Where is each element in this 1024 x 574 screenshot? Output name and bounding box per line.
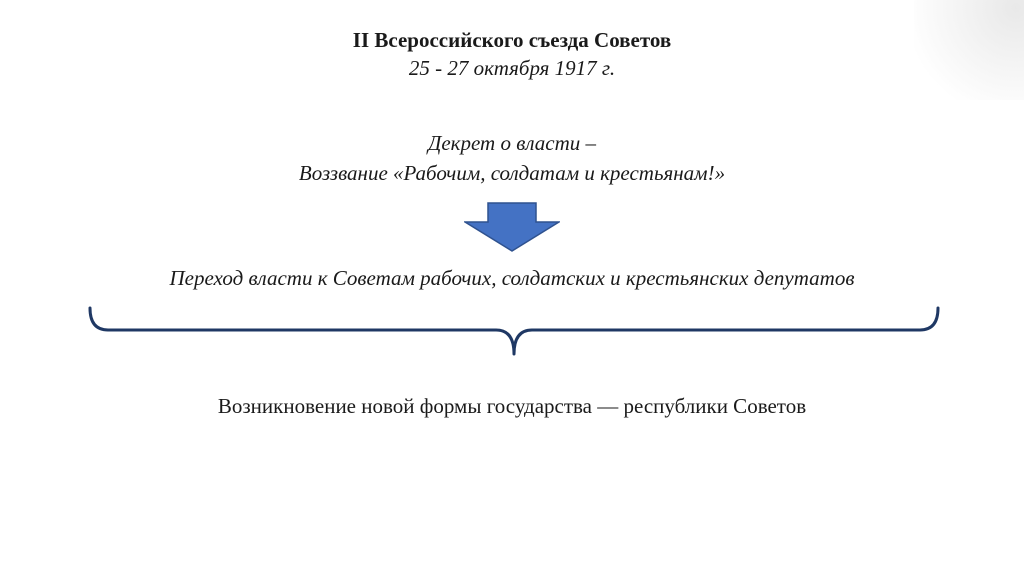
appeal-heading: Воззвание «Рабочим, солдатам и крестьянам!» bbox=[298, 161, 726, 185]
power-transition-text: Переход власти к Советам рабочих, солдатских и крестьянских депутатов bbox=[169, 266, 855, 290]
curly-brace-connector bbox=[84, 304, 944, 360]
decree-heading: Декрет о власти – bbox=[428, 131, 596, 155]
congress-date: 25 - 27 октября 1917 г. bbox=[408, 56, 616, 80]
slide-title: II Всероссийского съезда Советов bbox=[352, 28, 672, 52]
result-text: Возникновение новой формы государства — республики Советов bbox=[217, 394, 807, 418]
down-arrow-icon bbox=[464, 202, 560, 252]
